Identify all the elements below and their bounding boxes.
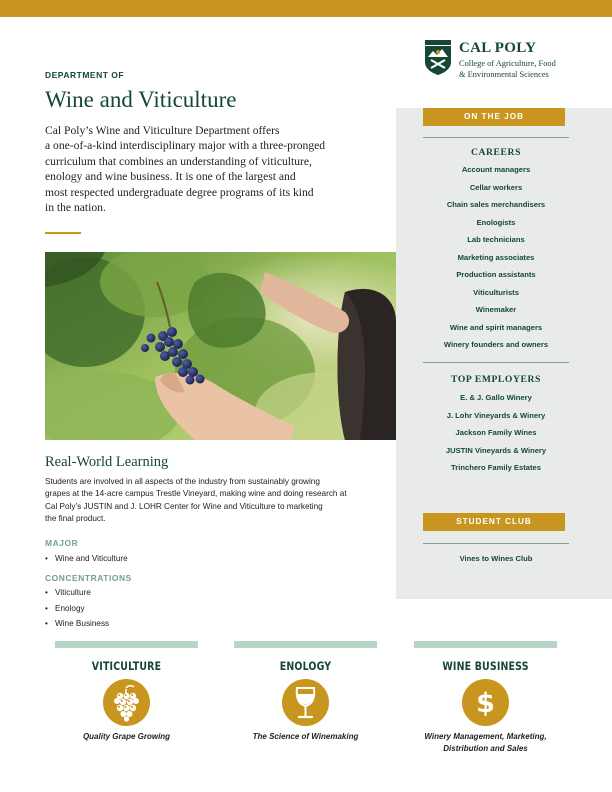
student-club-tag: STUDENT CLUB xyxy=(423,513,565,531)
pillar-title: ENOLOGY xyxy=(279,659,332,673)
pillar-caption xyxy=(55,731,198,743)
sidebar-divider xyxy=(423,543,569,544)
major-item: • Wine and Viticulture xyxy=(45,551,128,567)
learning-paragraph xyxy=(45,476,380,525)
employers-list xyxy=(423,389,569,477)
intro-line: a one-of-a-kind interdisciplinary major with a three-pronged xyxy=(45,139,326,153)
employer-item: Trinchero Family Estates xyxy=(451,463,541,472)
logo-college xyxy=(459,59,599,80)
pillar-caption-line: The Science of Winemaking xyxy=(252,732,359,741)
logo-college-line-1: College of Agriculture, Food xyxy=(459,59,556,68)
cal-poly-logo xyxy=(424,40,594,82)
logo-name: CAL POLY xyxy=(459,40,537,56)
concentration-item: • Wine Business xyxy=(45,616,109,632)
intro-line: most respected undergraduate degree programs of its kind xyxy=(45,185,314,199)
wine-glass-icon xyxy=(282,679,329,726)
pillar-bar xyxy=(55,641,198,648)
intro-line: in the nation. xyxy=(45,201,106,215)
major-list xyxy=(45,551,128,567)
concentration-item: • Viticulture xyxy=(45,585,109,601)
pillar-enology xyxy=(234,641,377,771)
on-the-job-tag: ON THE JOB xyxy=(423,108,565,126)
pillar-caption-line: Quality Grape Growing xyxy=(82,732,171,741)
pillar-bar xyxy=(234,641,377,648)
cal-poly-seal-icon xyxy=(424,40,452,76)
employers-heading: TOP EMPLOYERS xyxy=(451,374,541,385)
learning-line: the final product. xyxy=(45,513,106,523)
club-item: Vines to Wines Club xyxy=(459,554,533,563)
careers-heading: CAREERS xyxy=(470,147,522,158)
career-item: Account managers xyxy=(461,165,531,174)
career-item: Viticulturists xyxy=(473,287,519,297)
grapes-icon xyxy=(103,679,150,726)
top-gold-bar xyxy=(0,0,612,17)
pillar-bar xyxy=(414,641,557,648)
pillar-caption-line: Distribution and Sales xyxy=(443,744,528,754)
intro-paragraph xyxy=(45,123,380,215)
gold-divider xyxy=(45,232,81,234)
career-item: Cellar workers xyxy=(469,182,523,192)
major-heading: MAJOR xyxy=(45,538,79,548)
concentrations-heading: CONCENTRATIONS xyxy=(45,573,132,583)
pillar-title: WINE BUSINESS xyxy=(442,659,529,673)
career-item: Marketing associates xyxy=(457,252,535,262)
concentrations-list xyxy=(45,585,109,632)
learning-line: grapes at the 14-acre campus Trestle Vineyard, making wine and doing research at xyxy=(45,489,347,499)
career-item: Enologists xyxy=(476,217,516,227)
sidebar-divider xyxy=(423,362,569,363)
logo-college-line-2: & Environmental Sciences xyxy=(459,69,549,79)
career-item: Winemaker xyxy=(475,305,517,314)
clubs-list xyxy=(423,550,569,568)
page-title: Wine and Viticulture xyxy=(45,87,237,112)
learning-line: Students are involved in all aspects of the industry from sustainably growing xyxy=(45,477,320,486)
pillar-viticulture xyxy=(55,641,198,771)
department-eyebrow: DEPARTMENT OF xyxy=(45,70,125,80)
career-item: Chain sales merchandisers xyxy=(446,200,546,209)
pillar-caption xyxy=(414,731,557,756)
employer-item: E. & J. Gallo Winery xyxy=(460,393,532,402)
career-item: Lab technicians xyxy=(467,235,525,244)
on-the-job-sidebar xyxy=(396,108,612,599)
careers-list xyxy=(423,161,569,354)
pillar-wine-business xyxy=(414,641,557,771)
career-item: Production assistants xyxy=(456,270,536,279)
vineyard-photo xyxy=(45,252,396,440)
employer-item: Jackson Family Wines xyxy=(455,428,537,437)
svg-text:$: $ xyxy=(476,688,495,719)
pillar-caption-line: Winery Management, Marketing, xyxy=(424,732,547,741)
pillar-caption xyxy=(234,731,377,743)
intro-line: Cal Poly’s Wine and Viticulture Department offers xyxy=(45,124,280,137)
intro-line: enology and wine business. It is one of the largest and xyxy=(45,170,296,184)
dollar-icon xyxy=(462,679,509,726)
employer-item: J. Lohr Vineyards & Winery xyxy=(446,410,546,420)
career-item: Winery founders and owners xyxy=(443,340,549,349)
learning-line: Cal Poly’s JUSTIN and J. LOHR Center for Wine and Viticulture to marketing xyxy=(45,501,323,511)
concentration-item: • Enology xyxy=(45,601,109,617)
intro-line: curriculum that combines an understanding of viticulture, xyxy=(45,154,312,168)
employer-item: JUSTIN Vineyards & Winery xyxy=(445,445,547,455)
learning-title: Real-World Learning xyxy=(45,454,169,470)
sidebar-divider xyxy=(423,137,569,138)
career-item: Wine and spirit managers xyxy=(449,322,543,332)
pillar-title: VITICULTURE xyxy=(91,659,162,673)
